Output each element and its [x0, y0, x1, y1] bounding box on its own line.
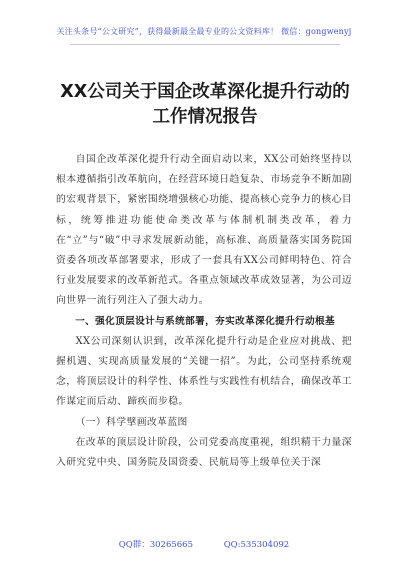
- header-promo-note: 关注头条号“公文研究”，获得最新最全最专业的公文资料库！ 微信：gongwenyj: [56, 27, 352, 36]
- document-title: [40, 80, 370, 130]
- title-line-1: XX公司关于国企改革深化提升行动的: [60, 82, 350, 102]
- subsection-1-heading: （一）科学擘画改革蓝图: [75, 416, 188, 428]
- footer-qq-group: QQ群：30265665: [118, 540, 193, 550]
- section-1-heading: 一、强化顶层设计与系统部署，夯实改革深化提升行动根基: [75, 315, 336, 327]
- footer-contact: [0, 538, 408, 550]
- title-line-2: 工作情况报告: [152, 107, 258, 127]
- subsection-1-paragraph: 在改革的顶层设计阶段，公司党委高度重视，组织精干力量深入研究党中央、国务院及国资委、民航局等上级单位关于深: [56, 436, 352, 469]
- footer-qq: QQ:535304092: [223, 540, 290, 550]
- header-divider: [70, 44, 340, 45]
- section-1-paragraph: XX公司深刻认识到，改革深化提升行动是企业应对挑战、把握机遇、实现高质量发展的“关键一招”。为此，公司坚持系统观念，将顶层设计的科学性、体系性与实践性有机结合，确保改革工作谋定而后动、蹄疾而步稳。: [56, 335, 352, 408]
- intro-paragraph: 自国企改革深化提升行动全面启动以来，XX公司始终坚持以根本遵循指引改革航向，在经营环境日趋复杂、市场竞争不断加剧的宏观背景下，紧密围绕增强核心功能、提高核心竞争力的核心目标，统筹推进功能使命类改革与体制机制类改革，着力在“立”与“破”中寻求发展新动能，高标准、高质量落实国务院国资委各项改革部署要求，形成了一套具有XX公司鲜明特色、符合行业发展要求的改革新范式。各重点领域改革成效显著，为公司迈向世界一流行列注入了强大动力。: [56, 154, 352, 307]
- document-body: [56, 150, 352, 473]
